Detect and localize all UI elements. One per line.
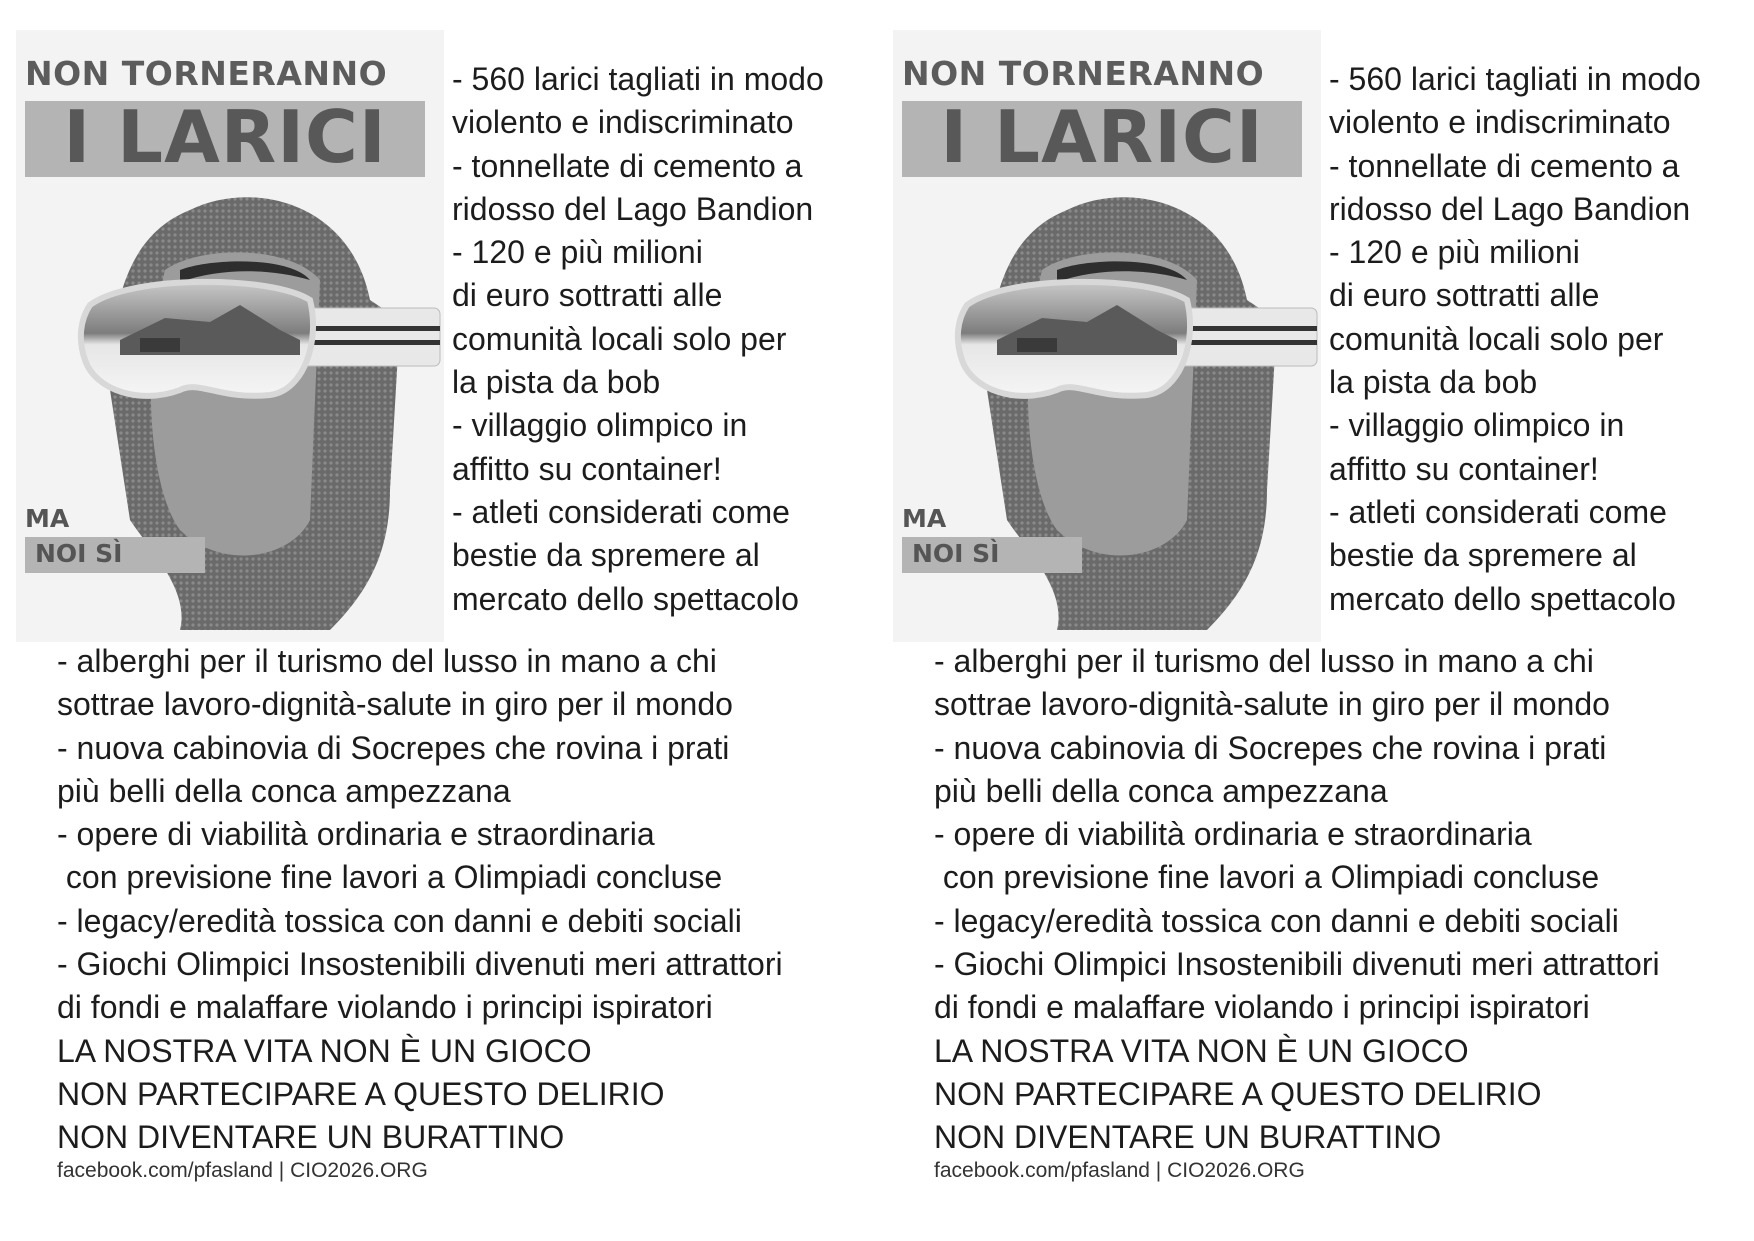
column-line: affitto su container! xyxy=(1329,450,1599,487)
column-line: mercato dello spettacolo xyxy=(1329,580,1676,617)
body-line: - alberghi per il turismo del lusso in mano a chi xyxy=(934,643,1594,679)
body-line: con previsione fine lavori a Olimpiadi concluse xyxy=(57,859,723,896)
body-line: sottrae lavoro-dignità-salute in giro per il mondo xyxy=(57,686,733,723)
column-line: la pista da bob xyxy=(452,364,661,401)
headline-main: I LARICI xyxy=(63,95,387,179)
column-line: - 560 larici tagliati in modo xyxy=(452,61,824,97)
column-line: - tonnellate di cemento a xyxy=(1329,147,1680,184)
column-line: di euro sottratti alle xyxy=(1329,277,1600,314)
column-line: - 120 e più milioni xyxy=(452,234,703,271)
column-line: - 120 e più milioni xyxy=(1329,234,1580,271)
column-line: ridosso del Lago Bandion xyxy=(1329,190,1691,227)
body-line: - Giochi Olimpici Insostenibili divenuti meri attrattori xyxy=(934,946,1660,983)
column-line: - 560 larici tagliati in modo xyxy=(1329,61,1701,97)
body-text xyxy=(57,640,867,1160)
body-line: - opere di viabilità ordinaria e straordinaria xyxy=(57,816,655,853)
ma-label: MA xyxy=(902,504,947,533)
body-line: - Giochi Olimpici Insostenibili divenuti meri attrattori xyxy=(57,946,783,983)
column-line: - villaggio olimpico in xyxy=(1329,407,1625,444)
noi-si-label: NOI SÌ xyxy=(912,539,1000,568)
column-line: la pista da bob xyxy=(1329,364,1538,401)
body-line: - nuova cabinovia di Socrepes che rovina i prati xyxy=(934,729,1607,766)
column-text xyxy=(1329,58,1749,621)
body-line: di fondi e malaffare violando i principi ispiratori xyxy=(934,989,1590,1026)
noi-si-label: NOI SÌ xyxy=(35,539,123,568)
body-line: più belli della conca ampezzana xyxy=(934,772,1388,809)
body-line: - nuova cabinovia di Socrepes che rovina i prati xyxy=(57,729,730,766)
column-line: affitto su container! xyxy=(452,450,722,487)
column-line: - villaggio olimpico in xyxy=(452,407,748,444)
slogan-line: NON DIVENTARE UN BURATTINO xyxy=(934,1119,1442,1156)
column-line: bestie da spremere al xyxy=(452,537,760,574)
column-line: di euro sottratti alle xyxy=(452,277,723,314)
column-line: - atleti considerati come xyxy=(1329,493,1667,530)
body-line: più belli della conca ampezzana xyxy=(57,772,511,809)
slogan-line: LA NOSTRA VITA NON È UN GIOCO xyxy=(57,1032,592,1069)
column-line: mercato dello spettacolo xyxy=(452,580,799,617)
slogan-line: LA NOSTRA VITA NON È UN GIOCO xyxy=(934,1032,1469,1069)
column-text xyxy=(452,58,872,621)
headline-main: I LARICI xyxy=(940,95,1264,179)
body-line: sottrae lavoro-dignità-salute in giro per il mondo xyxy=(934,686,1610,723)
body-text xyxy=(934,640,1744,1160)
footer-links: facebook.com/pfasland | CIO2026.ORG xyxy=(57,1159,428,1182)
body-line: - alberghi per il turismo del lusso in mano a chi xyxy=(57,643,717,679)
body-line: di fondi e malaffare violando i principi ispiratori xyxy=(57,989,713,1026)
column-line: - atleti considerati come xyxy=(452,493,790,530)
slogan-line: NON PARTECIPARE A QUESTO DELIRIO xyxy=(934,1075,1542,1112)
slogan-line: NON DIVENTARE UN BURATTINO xyxy=(57,1119,565,1156)
flyer-right xyxy=(877,0,1754,1241)
slogan-line: NON PARTECIPARE A QUESTO DELIRIO xyxy=(57,1075,665,1112)
column-line: comunità locali solo per xyxy=(452,320,787,357)
column-line: violento e indiscriminato xyxy=(1329,104,1671,141)
footer-links: facebook.com/pfasland | CIO2026.ORG xyxy=(934,1159,1305,1182)
column-line: bestie da spremere al xyxy=(1329,537,1637,574)
headline-top: NON TORNERANNO xyxy=(902,54,1265,93)
column-line: ridosso del Lago Bandion xyxy=(452,190,814,227)
column-line: comunità locali solo per xyxy=(1329,320,1664,357)
body-line: - legacy/eredità tossica con danni e debiti sociali xyxy=(934,902,1619,939)
ma-label: MA xyxy=(25,504,70,533)
body-line: - opere di viabilità ordinaria e straordinaria xyxy=(934,816,1532,853)
body-line: - legacy/eredità tossica con danni e debiti sociali xyxy=(57,902,742,939)
column-line: - tonnellate di cemento a xyxy=(452,147,803,184)
column-line: violento e indiscriminato xyxy=(452,104,794,141)
headline-top: NON TORNERANNO xyxy=(25,54,388,93)
body-line: con previsione fine lavori a Olimpiadi concluse xyxy=(934,859,1600,896)
